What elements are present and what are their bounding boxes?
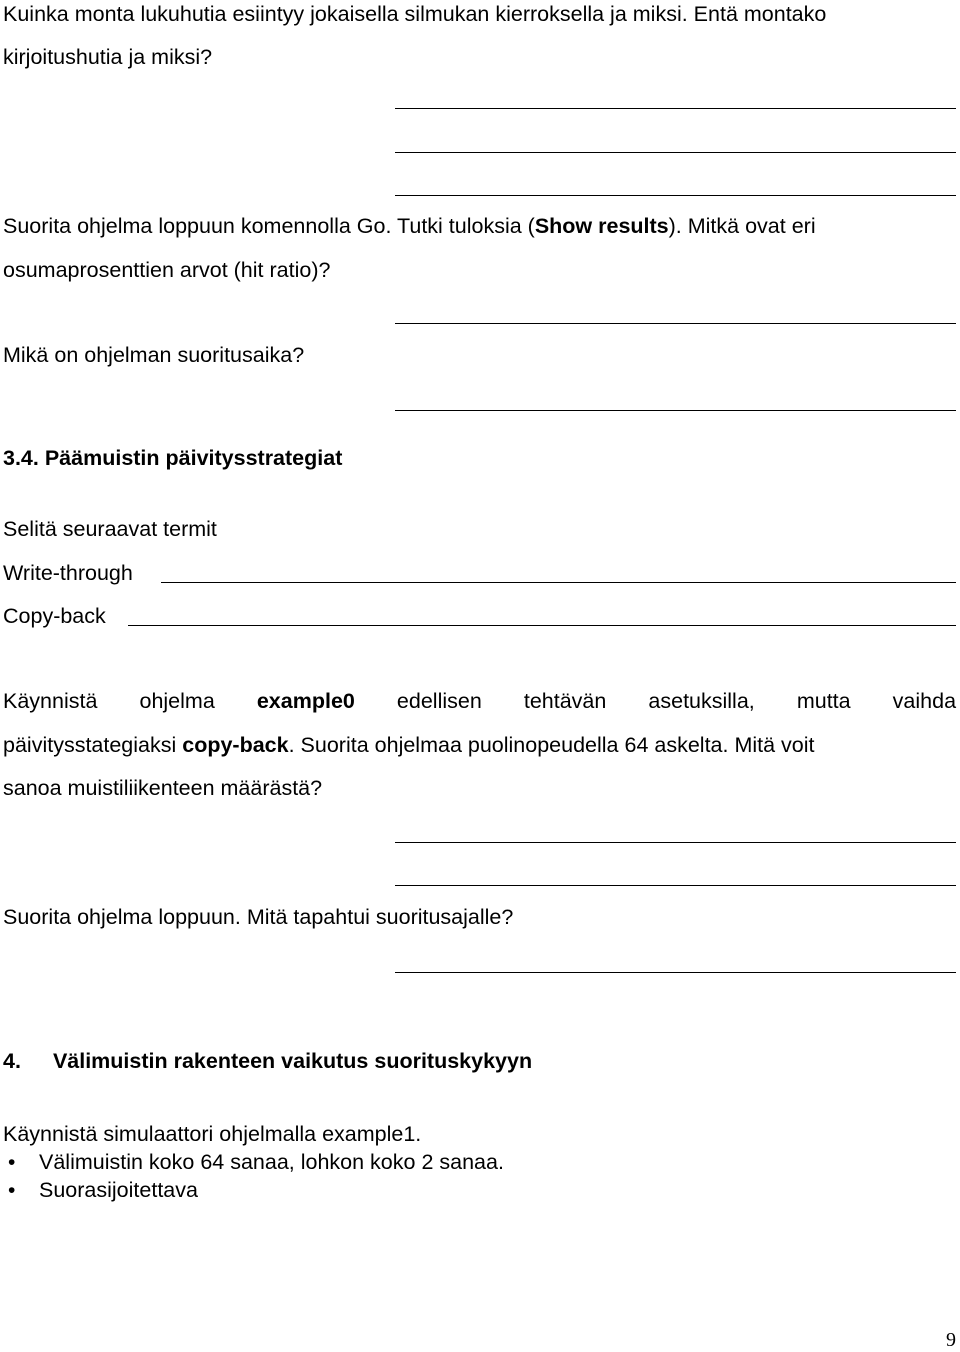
example0-term: example0 (256, 689, 355, 713)
task-text: . Suorita ohjelmaa puolinopeudella 64 askelta. Mitä voit (288, 733, 815, 757)
section-4-heading (3, 1051, 532, 1073)
section-number: 4. (3, 1049, 21, 1073)
answer-line (395, 885, 956, 886)
intro-question-line2: kirjoitushutia ja miksi? (3, 45, 213, 69)
bullet-icon: • (8, 1151, 16, 1174)
page-number: 9 (946, 1329, 956, 1351)
copyback-task-line1 (3, 691, 956, 713)
word: asetuksilla, (648, 689, 755, 713)
list-item: Suorasijoitettava (39, 1178, 198, 1202)
go-question-line2: osumaprosenttien arvot (hit ratio)? (3, 258, 331, 282)
section-title: Välimuistin rakenteen vaikutus suorituskykyyn (52, 1049, 533, 1073)
word: mutta (796, 689, 851, 713)
answer-line (395, 108, 956, 109)
copyback-task-line3: sanoa muistiliikenteen määrästä? (3, 776, 323, 800)
go-question-text: Suorita ohjelma loppuun komennolla Go. Tutki tuloksia ( (3, 214, 535, 238)
answer-line (395, 842, 956, 843)
word: ohjelma (139, 689, 215, 713)
answer-line (128, 625, 956, 626)
answer-line (395, 972, 956, 973)
word: vaihda (892, 689, 957, 713)
show-results-term: Show results (534, 214, 669, 238)
bullet-icon: • (8, 1179, 16, 1202)
term-write-through: Write-through (3, 561, 133, 585)
intro-question-line1: Kuinka monta lukuhutia esiintyy jokaisella silmukan kierroksella ja miksi. Entä montako (3, 2, 827, 26)
task-text: päivitysstategiaksi (3, 733, 183, 757)
copy-back-term: copy-back (182, 733, 289, 757)
section-3-4-heading: 3.4. Päämuistin päivitysstrategiat (3, 446, 343, 470)
answer-line (395, 323, 956, 324)
word: Käynnistä (3, 689, 98, 713)
section-4-intro: Käynnistä simulaattori ohjelmalla example1. (3, 1122, 422, 1146)
term-copy-back: Copy-back (3, 604, 106, 628)
runtime-question: Mikä on ohjelman suoritusaika? (3, 343, 305, 367)
answer-line (395, 195, 956, 196)
copyback-task-line2 (3, 735, 815, 757)
go-question-line1 (3, 216, 816, 238)
answer-line (395, 410, 956, 411)
list-item: Välimuistin koko 64 sanaa, lohkon koko 2 sanaa. (39, 1150, 504, 1174)
go-question-text: ). Mitkä ovat eri (668, 214, 816, 238)
answer-line (161, 582, 956, 583)
terms-intro: Selitä seuraavat termit (3, 517, 217, 541)
word: edellisen (396, 689, 482, 713)
finish-question: Suorita ohjelma loppuun. Mitä tapahtui suoritusajalle? (3, 905, 514, 929)
answer-line (395, 152, 956, 153)
word: tehtävän (523, 689, 607, 713)
